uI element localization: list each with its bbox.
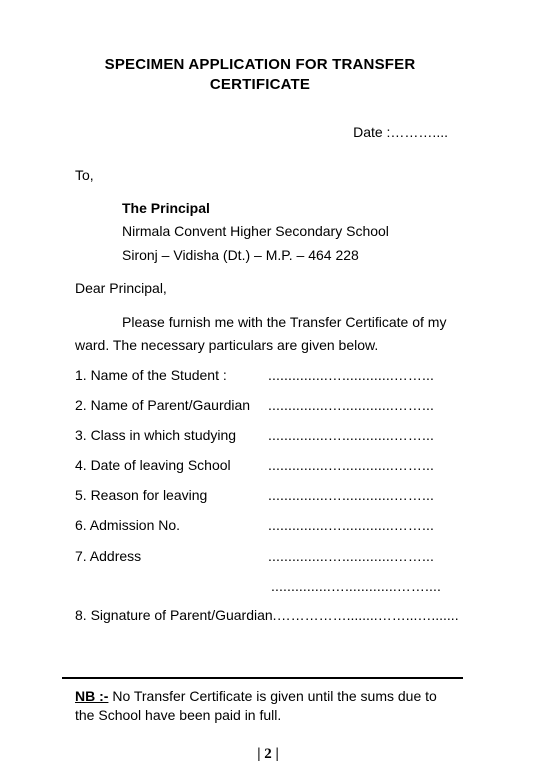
field-label: 1. Name of the Student : [75, 367, 227, 383]
to-label: To, [75, 167, 94, 183]
request-paragraph: Please furnish me with the Transfer Certificate of my ward. The necessary particulars are given below. [75, 314, 447, 353]
page-number: | 2 | [257, 746, 279, 762]
field-blank: ...............….............……... [268, 517, 434, 533]
field-row [75, 367, 447, 387]
field-row [75, 578, 447, 598]
field-label: 5. Reason for leaving [75, 487, 208, 503]
document-title [60, 55, 460, 95]
signature-line: 8. Signature of Parent/Guardian.……………........……...…....... [75, 607, 459, 623]
field-row [75, 397, 447, 417]
field-label: 6. Admission No. [75, 517, 181, 533]
field-blank: ...............….............…….... [271, 578, 441, 594]
field-row [75, 548, 447, 568]
title-line-1: SPECIMEN APPLICATION FOR TRANSFER [104, 56, 416, 73]
field-blank: ...............….............……... [268, 548, 434, 564]
field-row [75, 517, 447, 537]
field-label: 4. Date of leaving School [75, 457, 231, 473]
field-label: 7. Address [75, 548, 142, 564]
field-row [75, 487, 447, 507]
divider [62, 677, 463, 679]
note-label: NB :- [75, 688, 109, 704]
recipient-address: Sironj – Vidisha (Dt.) – M.P. – 464 228 [122, 247, 359, 263]
field-blank: ...............….............……... [268, 397, 434, 413]
field-row [75, 457, 447, 477]
date-line: Date :……….... [353, 124, 448, 140]
title-line-2: CERTIFICATE [209, 76, 311, 93]
field-blank: ...............….............……... [268, 457, 434, 473]
field-label: 2. Name of Parent/Gaurdian [75, 397, 251, 413]
field-blank: ...............….............……... [268, 367, 434, 383]
note [75, 687, 455, 725]
field-row [75, 427, 447, 447]
field-label: 3. Class in which studying [75, 427, 237, 443]
recipient-name: The Principal [122, 200, 210, 216]
note-text: No Transfer Certificate is given until the sums due to the School have been paid in full. [75, 688, 437, 723]
salutation: Dear Principal, [75, 280, 167, 296]
recipient-school: Nirmala Convent Higher Secondary School [122, 223, 389, 239]
field-blank: ...............….............……... [268, 427, 434, 443]
field-blank: ...............….............……... [268, 487, 434, 503]
